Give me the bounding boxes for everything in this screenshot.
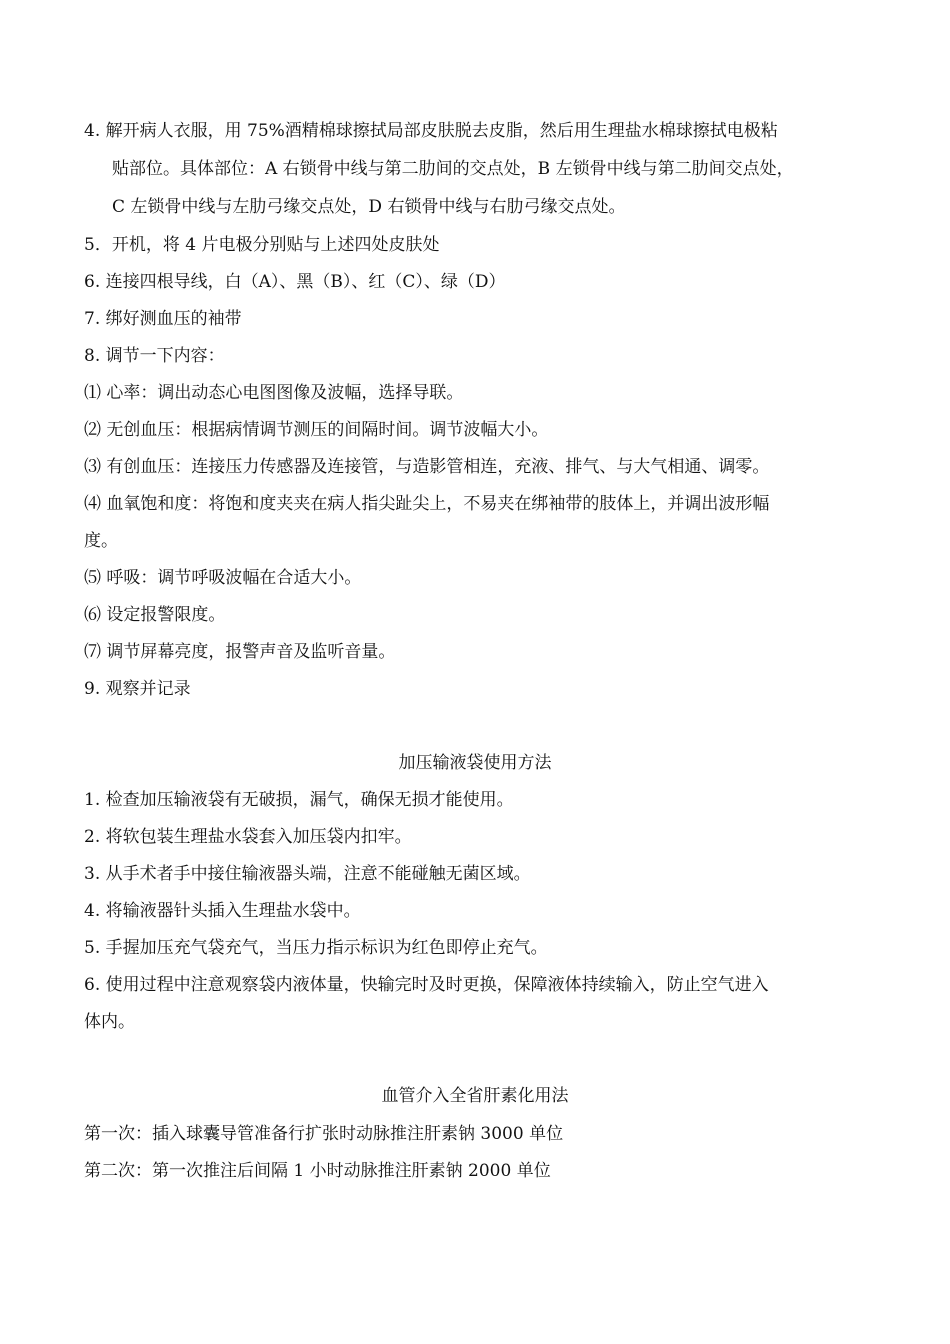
step-4-line-3: C 左锁骨中线与左肋弓缘交点处，D 右锁骨中线与右肋弓缘交点处。 — [112, 197, 626, 217]
substep-6: ⑹ 设定报警限度。 — [84, 605, 226, 625]
heparin-dose-2: 第二次：第一次推注后间隔 1 小时动脉推注肝素钠 2000 单位 — [84, 1161, 551, 1181]
pressure-bag-step-1: 1. 检查加压输液袋有无破损，漏气，确保无损才能使用。 — [84, 790, 514, 810]
substep-4-line-1: ⑷ 血氧饱和度：将饱和度夹夹在病人指尖趾尖上，不易夹在绑袖带的肢体上，并调出波形幅 — [84, 494, 770, 514]
step-4-line-1: 4. 解开病人衣服，用 75%酒精棉球擦拭局部皮肤脱去皮脂，然后用生理盐水棉球擦拭电极粘 — [84, 121, 778, 141]
step-4-line-2: 贴部位。具体部位：A 右锁骨中线与第二肋间的交点处，B 左锁骨中线与第二肋间交点处， — [112, 159, 794, 179]
pressure-bag-step-4: 4. 将输液器针头插入生理盐水袋中。 — [84, 901, 361, 921]
substep-4-line-2: 度。 — [84, 531, 118, 551]
pressure-bag-step-6-line-2: 体内。 — [84, 1012, 135, 1032]
substep-7: ⑺ 调节屏幕亮度，报警声音及监听音量。 — [84, 642, 396, 662]
substep-2: ⑵ 无创血压：根据病情调节测压的间隔时间。调节波幅大小。 — [84, 420, 549, 440]
step-8: 8. 调节一下内容： — [84, 346, 225, 366]
step-5: 5．开机，将 4 片电极分别贴与上述四处皮肤处 — [84, 235, 440, 255]
step-6: 6. 连接四根导线，白（A）、黑（B）、红（C）、绿（D） — [84, 272, 506, 292]
pressure-bag-step-6-line-1: 6. 使用过程中注意观察袋内液体量，快输完时及时更换，保障液体持续输入，防止空气进入 — [84, 975, 769, 995]
section-title-heparin: 血管介入全省肝素化用法 — [381, 1086, 569, 1106]
step-9: 9. 观察并记录 — [84, 679, 191, 699]
section-title-pressure-bag: 加压输液袋使用方法 — [398, 753, 552, 773]
pressure-bag-step-3: 3. 从手术者手中接住输液器头端，注意不能碰触无菌区域。 — [84, 864, 531, 884]
step-7: 7. 绑好测血压的袖带 — [84, 309, 242, 329]
pressure-bag-step-2: 2. 将软包装生理盐水袋套入加压袋内扣牢。 — [84, 827, 412, 847]
heparin-dose-1: 第一次：插入球囊导管准备行扩张时动脉推注肝素钠 3000 单位 — [84, 1124, 564, 1144]
substep-5: ⑸ 呼吸：调节呼吸波幅在合适大小。 — [84, 568, 362, 588]
substep-1: ⑴ 心率：调出动态心电图图像及波幅，选择导联。 — [84, 383, 464, 403]
substep-3: ⑶ 有创血压：连接压力传感器及连接管，与造影管相连，充液、排气、与大气相通、调零。 — [84, 457, 770, 477]
pressure-bag-step-5: 5. 手握加压充气袋充气，当压力指示标识为红色即停止充气。 — [84, 938, 548, 958]
